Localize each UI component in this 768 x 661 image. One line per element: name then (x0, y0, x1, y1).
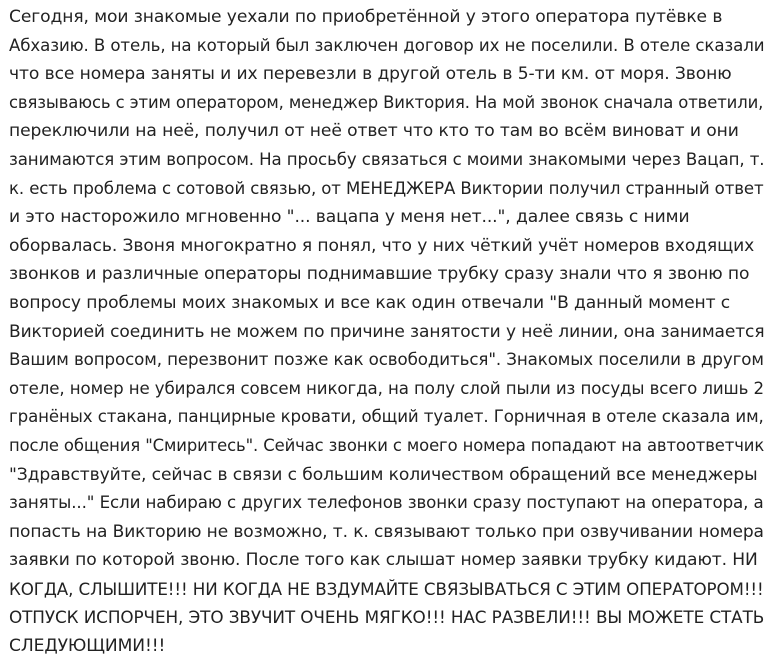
review-line: переключили на неё, получил от неё ответ что кто то там во всём виноват и они (9, 121, 739, 142)
review-line: гранёных стакана, панцирные кровати, общий туалет. Горничная в отеле сказала им, (9, 407, 764, 427)
review-line: звонков и различные операторы поднимавшие трубку сразу знали что я звоню по (9, 264, 750, 285)
review-line: Викторией соединить не можем по причине занятости у неё линии, она занимается (9, 321, 765, 342)
review-line: и это насторожило мгновенно "... вацапа у меня нет...", далее связь с ними (9, 207, 690, 228)
review-line: Вашим вопросом, перезвонит позже как освободиться". Знакомых поселили в другом (9, 350, 764, 370)
review-line: отеле, номер не убирался совсем никогда, на полу слой пыли из посуды всего лишь 2 (9, 378, 764, 398)
review-line: вопросу проблемы моих знакомых и все как один отвечали "В данный момент с (9, 292, 731, 313)
review-line: оборвалась. Звоня многократно я понял, что у них чёткий учёт номеров входящих (9, 235, 755, 256)
review-line: Абхазию. В отель, на который был заключен договор их не поселили. В отеле сказали (9, 35, 765, 55)
review-line: занимаются этим вопросом. На просьбу связаться с моими знакомыми через Вацап, т. (9, 149, 765, 169)
review-line: после общения "Смиритесь". Сейчас звонки с моего номера попадают на автоответчик (9, 435, 765, 455)
review-line: "Здравствуйте, сейчас в связи с большим количеством обращений все менеджеры (9, 464, 758, 485)
review-line: к. есть проблема с сотовой связью, от МЕНЕДЖЕРА Виктории получил странный ответ (9, 178, 764, 198)
review-line: СЛЕДУЮЩИМИ!!! (9, 636, 166, 657)
review-line: ОТПУСК ИСПОРЧЕН, ЭТО ЗВУЧИТ ОЧЕНЬ МЯГКО!!! НАС РАЗВЕЛИ!!! ВЫ МОЖЕТЕ СТАТЬ (9, 607, 765, 628)
review-line: КОГДА, СЛЫШИТЕ!!! НИ КОГДА НЕ ВЗДУМАЙТЕ СВЯЗЫВАТЬСЯ С ЭТИМ ОПЕРАТОРОМ!!! (9, 578, 764, 599)
review-line: заняты..." Если набираю с других телефонов звонки сразу поступают на оператора, а (9, 493, 764, 513)
review-line: Сегодня, мои знакомые уехали по приобретённой у этого оператора путёвке в (9, 7, 723, 27)
review-line: связываюсь с этим оператором, менеджер Виктория. На мой звонок сначала ответили, (9, 92, 764, 112)
review-line: что все номера заняты и их перевезли в другой отель в 5-ти км. от моря. Звоню (9, 64, 732, 85)
review-line: заявки по которой звоню. После того как слышат номер заявки трубку кидают. НИ (9, 550, 758, 571)
review-line: попасть на Викторию не возможно, т. к. связывают только при озвучивании номера (9, 521, 764, 542)
